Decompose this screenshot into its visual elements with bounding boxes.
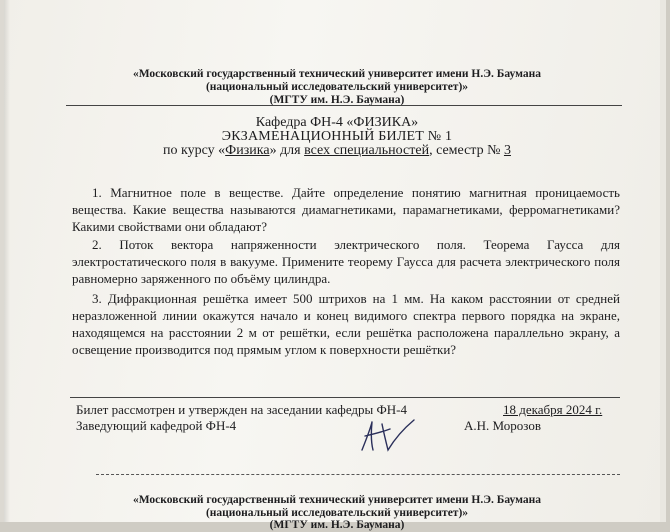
course-middle: » для bbox=[269, 143, 305, 158]
exam-ticket-sheet bbox=[4, 0, 660, 531]
next-ticket-header-line3: (МГТУ им. Н.Э. Баумана) bbox=[269, 519, 405, 531]
ticket-title: ЭКЗАМЕНАЦИОННЫЙ БИЛЕТ № 1 bbox=[221, 129, 453, 144]
head-of-department-name: А.Н. Морозов bbox=[464, 418, 541, 433]
approval-text: Билет рассмотрен и утвержден на заседании кафедры ФН-4 bbox=[76, 402, 407, 417]
next-ticket-header-line2: (национальный исследовательский университет)» bbox=[205, 507, 469, 519]
course-audience: всех специальностей bbox=[304, 143, 430, 158]
question-1: 1. Магнитное поле в веществе. Дайте определение понятию магнитная проницаемость вещества. Какие вещества называются диамагнетиками, парамагнетиками, ферромагнетиками? Какими свойствами они обладают? bbox=[72, 185, 620, 234]
signature-image bbox=[356, 414, 418, 456]
course-prefix: по курсу « bbox=[163, 143, 226, 158]
question-2: 2. Поток вектора напряженности электрического поля. Теорема Гаусса для электростатического поля в вакууме. Примените теорему Гаусса для расчета электрического поля равномерно заряженного по объёму цилиндра. bbox=[72, 237, 620, 286]
course-line bbox=[4, 143, 670, 159]
cut-line bbox=[96, 474, 620, 475]
department-title: Кафедра ФН-4 «ФИЗИКА» bbox=[255, 115, 419, 130]
head-of-department-title: Заведующий кафедрой ФН-4 bbox=[76, 418, 237, 433]
university-name-line1: «Московский государственный технический университет имени Н.Э. Баумана bbox=[132, 68, 542, 80]
next-ticket-header-line1: «Московский государственный технический университет имени Н.Э. Баумана bbox=[132, 494, 542, 506]
course-semester-label: , семестр № bbox=[429, 143, 504, 158]
header-divider bbox=[66, 105, 622, 106]
question-3: 3. Дифракционная решётка имеет 500 штрихов на 1 мм. На каком расстоянии от средней неразложенной линии окажутся начало и конец видимого спектра первого порядка на экране, находящемся на расстоянии 2 м от решётки, если решётка расположена параллельно экрану, а освещение производится под прямым углом к поверхности решётки? bbox=[72, 291, 620, 357]
approval-date: 18 декабря 2024 г. bbox=[503, 402, 603, 417]
course-semester: 3 bbox=[503, 143, 511, 158]
footer-divider bbox=[70, 397, 620, 398]
course-subject: Физика bbox=[225, 143, 270, 158]
university-abbreviation: (МГТУ им. Н.Э. Баумана) bbox=[269, 94, 405, 106]
university-name-line2: (национальный исследовательский университет)» bbox=[205, 81, 469, 93]
